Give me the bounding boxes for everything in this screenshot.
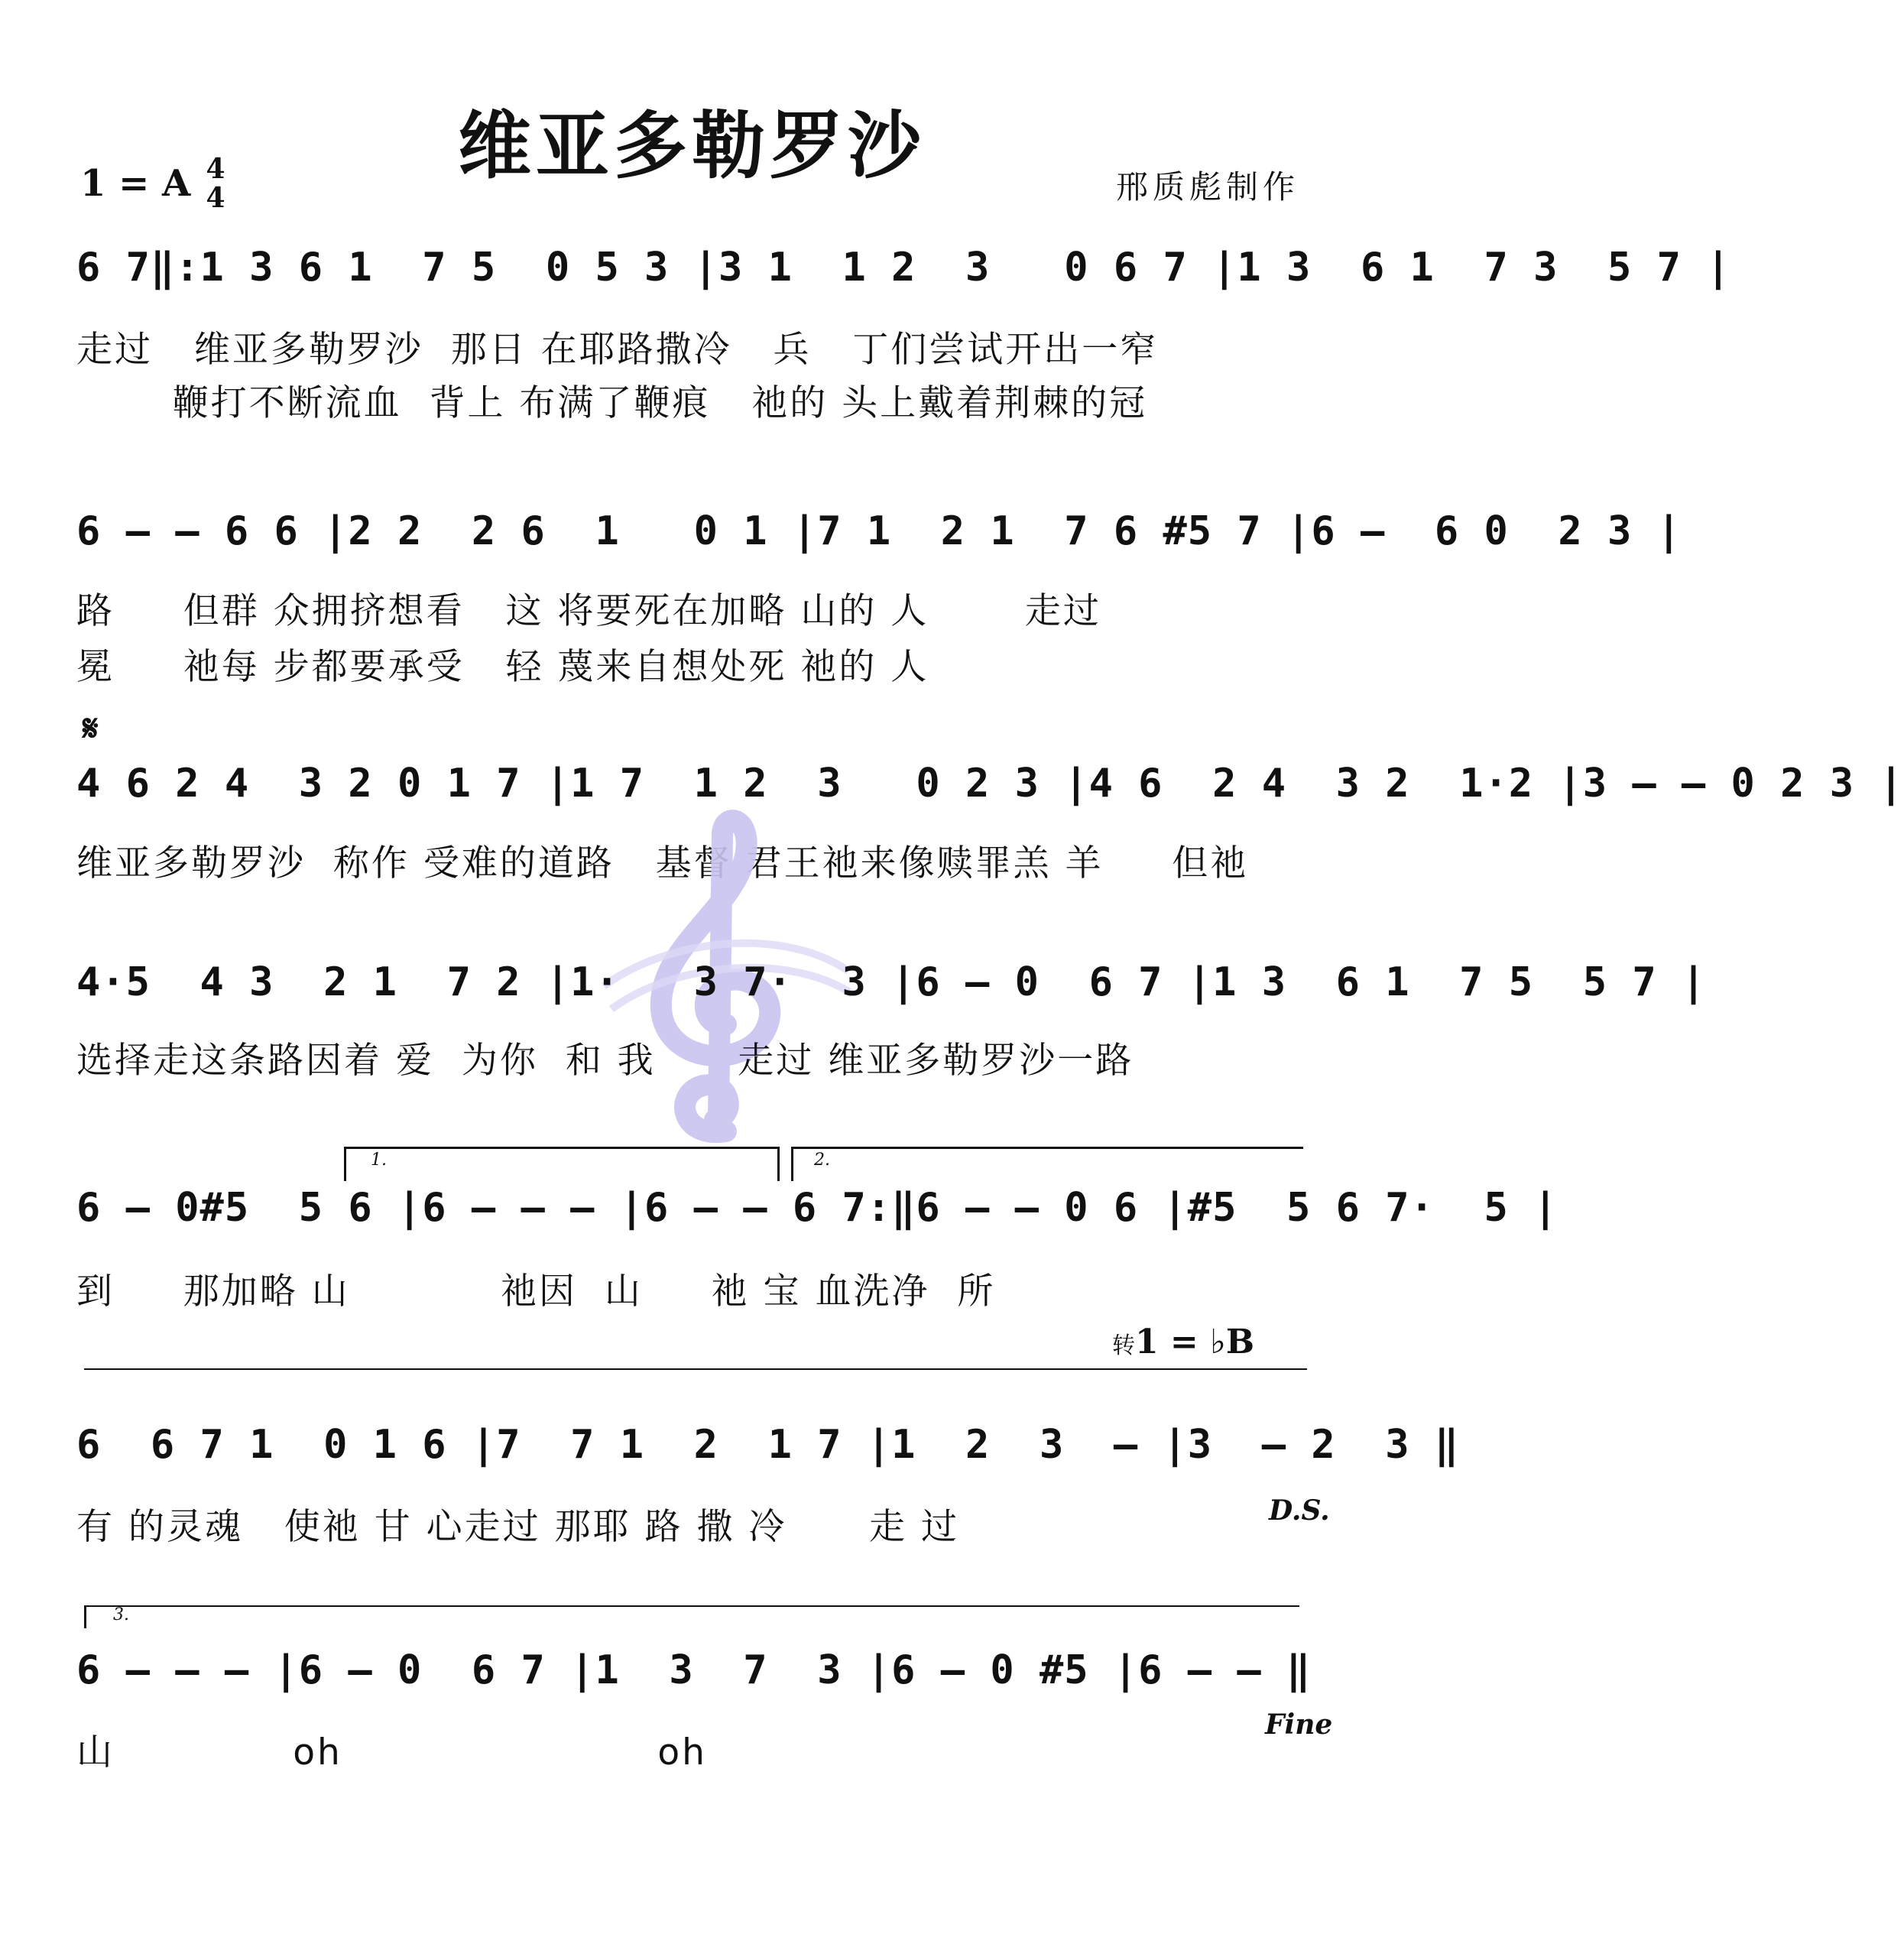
notation-line: 4·5 4 3 2 1 7 2 |1· 3 7· 3 |6 – 0 6 7 |1 3 6 1 7 5 5 7 | (76, 959, 1707, 1005)
lyrics-verse-1: 到 那加略 山 祂因 山 祂 宝 血洗净 所 (76, 1271, 996, 1313)
segno-sign: 𝄋 (83, 707, 99, 750)
time-signature-bottom: 4 (206, 182, 225, 214)
lyrics-verse-2: 冕 祂每 步都要承受 轻 蔑来自想处死 祂的 人 (76, 646, 929, 688)
volta-label-3: 3. (113, 1605, 129, 1624)
lyrics-verse-1: 有 的灵魂 使祂 甘 心走过 那耶 路 撒 冷 走 过 (76, 1506, 959, 1548)
notation-line: 6 7‖:1 3 6 1 7 5 0 5 3 |3 1 1 2 3 0 6 7 |1 3 6 1 7 3 5 7 | (76, 245, 1731, 290)
notation-line: 6 – – – |6 – 0 6 7 |1 3 7 3 |6 – 0 #5 |6 – – ‖ (76, 1647, 1312, 1693)
lyrics-verse-1: 维亚多勒罗沙 称作 受难的道路 基督 君王祂来像赎罪羔 羊 但祂 (76, 842, 1249, 884)
notation-line: 6 – – 6 6 |2 2 2 6 1 0 1 |7 1 2 1 7 6 #5 7 |6 – 6 0 2 3 | (76, 508, 1682, 554)
lyrics-verse-1: 山 oh oh (76, 1731, 707, 1774)
key-change (1112, 1323, 1254, 1361)
volta-bracket-3 (84, 1605, 1299, 1607)
volta-bracket-1-right (777, 1147, 780, 1181)
song-title: 维亚多勒罗沙 (458, 103, 926, 189)
time-signature (200, 154, 231, 213)
lyrics-verse-1: 路 但群 众拥挤想看 这 将要死在加略 山的 人 走过 (76, 590, 1101, 632)
lyrics-verse-1: 选择走这条路因着 爱 为你 和 我 走过 维亚多勒罗沙一路 (76, 1040, 1134, 1082)
time-signature-top: 4 (206, 153, 225, 185)
key-signature: 1 = A (80, 162, 191, 205)
volta-bracket-3-left (84, 1605, 86, 1628)
key-change-prefix: 转 (1112, 1332, 1135, 1359)
volta-bracket-1 (344, 1147, 780, 1149)
notation-line: 6 – 0#5 5 6 |6 – – – |6 – – 6 7:‖6 – – 0 6 |#5 5 6 7· 5 | (76, 1185, 1559, 1231)
volta-bracket-1-left (344, 1147, 346, 1181)
fine-marking: Fine (1265, 1709, 1333, 1741)
volta-label-1: 1. (371, 1151, 387, 1170)
key-change-value: 1 = ♭B (1135, 1323, 1255, 1361)
volta-bracket-2 (791, 1147, 1303, 1149)
lyrics-verse-2: 鞭打不断流血 背上 布满了鞭痕 祂的 头上戴着荆棘的冠 (76, 382, 1148, 424)
volta-bracket-2-left (791, 1147, 793, 1181)
system-line (84, 1368, 1307, 1370)
dal-segno-marking: D.S. (1269, 1495, 1330, 1527)
notation-line: 4 6 2 4 3 2 0 1 7 |1 7 1 2 3 0 2 3 |4 6 2 4 3 2 1·2 |3 – – 0 2 3 | (76, 761, 1904, 806)
lyrics-verse-1: 走过 维亚多勒罗沙 那日 在耶路撒冷 兵 丁们尝试开出一窄 (76, 329, 1159, 371)
volta-label-2: 2. (814, 1151, 830, 1170)
notation-line: 6 6 7 1 0 1 6 |7 7 1 2 1 7 |1 2 3 – |3 – 2 3 ‖ (76, 1422, 1460, 1468)
arranger-credit: 邢质彪制作 (1116, 168, 1300, 206)
